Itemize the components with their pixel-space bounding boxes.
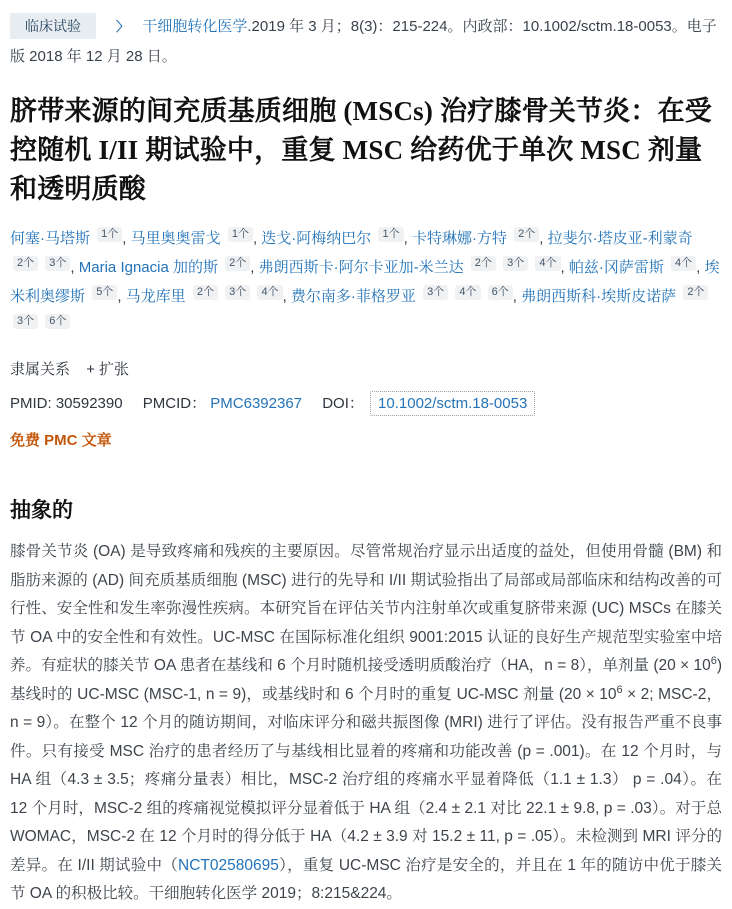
affiliation-superscript[interactable]: 2个 — [683, 285, 708, 300]
affiliations-expand-button[interactable] — [86, 358, 129, 379]
affiliation-superscript[interactable]: 4个 — [455, 285, 480, 300]
author-link[interactable]: 弗朗西斯卡·阿尔卡亚加-米兰达 — [258, 259, 464, 276]
journal-link[interactable]: 干细胞转化医学 — [142, 18, 248, 35]
affiliation-superscript[interactable]: 3个 — [45, 256, 70, 271]
identifiers-row — [10, 391, 722, 416]
citation-text: .2019 年 3 月；8(3)：215-224。内政部：10.1002/sctm.18-0053。电子版 2018 年 12 月 28 日。 — [10, 18, 717, 65]
abstract-heading: 抽象的 — [10, 498, 73, 522]
author-link[interactable]: 弗朗西斯科·埃斯皮诺萨 — [521, 288, 677, 305]
affiliation-superscript[interactable]: 2个 — [514, 227, 539, 242]
author-separator: , — [403, 230, 412, 247]
author-separator: , — [117, 288, 126, 305]
doi-group — [322, 395, 535, 412]
author-link[interactable]: 费尔南多·菲格罗亚 — [290, 288, 416, 305]
affiliation-superscript[interactable]: 6个 — [45, 314, 70, 329]
abstract-text-segment: 膝骨关节炎 (OA) 是导致疼痛和残疾的主要原因。尽管常规治疗显示出适度的益处，但使用骨髓 (BM) 和脂肪来源的 (AD) 间充质基质细胞 (MSC) 进行的先导和 I/II 期试验指出了局部或局部临床和结构改善的可行性、安全性和发生率弥漫性疾病。本研究旨在评估关节内注射单次或重复脐带来源 (UC) MSCs 在膝关节 OA 中的安全性和有效性。UC-MSC 在国际标准化组织 9001:2015 认证的良好生产规范型实验室中培养。有症状的膝关节 OA 患者在基线和 6 个月时随机接受透明质酸治疗（HA，n = 8），单剂量 (20 × 10 — [10, 543, 722, 674]
affiliations-expand-label: 扩张 — [98, 361, 129, 378]
author-link[interactable]: 帕兹·冈萨雷斯 — [568, 259, 664, 276]
affiliation-superscript[interactable]: 6个 — [488, 285, 513, 300]
affiliation-superscript[interactable]: 1个 — [97, 227, 122, 242]
publication-type-badge: 临床试验 — [10, 13, 96, 39]
author-link[interactable]: 迭戈·阿梅纳巴尔 — [261, 230, 372, 247]
pmid-value: 30592390 — [55, 395, 123, 412]
free-pmc-article-link[interactable]: 免费 PMC 文章 — [10, 432, 112, 449]
doi-link[interactable]: 10.1002/sctm.18-0053 — [378, 395, 528, 412]
author-link[interactable]: 卡特琳娜·方特 — [411, 230, 507, 247]
affiliation-superscript[interactable]: 5个 — [92, 285, 117, 300]
affiliation-superscript[interactable]: 2个 — [13, 256, 38, 271]
affiliation-superscript[interactable]: 3个 — [423, 285, 448, 300]
affiliation-superscript[interactable]: 4个 — [257, 285, 282, 300]
pmid-group — [10, 395, 123, 412]
author-separator: , — [250, 259, 259, 276]
author-link[interactable]: 拉斐尔·塔皮亚-利蒙奇 — [547, 230, 693, 247]
affiliations-row — [10, 358, 722, 379]
affiliation-superscript[interactable]: 3个 — [503, 256, 528, 271]
affiliation-superscript[interactable]: 3个 — [225, 285, 250, 300]
author-separator: , — [252, 230, 262, 247]
author-link[interactable]: 埃米利奥缪斯 — [10, 259, 720, 305]
author-link[interactable]: 何塞·马塔斯 — [10, 230, 90, 247]
affiliation-superscript[interactable]: 1个 — [378, 227, 403, 242]
author-separator: , — [122, 230, 131, 247]
superscript-exponent: 6 — [710, 655, 717, 667]
pmid-label: PMID: — [10, 395, 52, 412]
affiliation-superscript[interactable]: 2个 — [471, 256, 496, 271]
plus-icon: + — [86, 361, 95, 378]
affiliation-superscript[interactable]: 2个 — [193, 285, 218, 300]
authors-list — [10, 224, 722, 340]
affiliation-superscript[interactable]: 1个 — [228, 227, 253, 242]
affiliations-label: 隶属关系 — [10, 361, 71, 378]
abstract-text-segment: × 2; MSC-2，n = 9）。在整个 12 个月的随访期间，对临床评分和磁共振图像 (MRI) 进行了评估。没有报告严重不良事件。只有接受 MSC 治疗的患者经历了与基线相比显着的疼痛和功能改善 (p = .001)。在 12 个月时，与 HA 组（4.3 ± 3.5；疼痛分量表）相比，MSC-2 治疗组的疼痛水平显着降低（1.1 ± 1.3） p = .04）。在 12 个月时，MSC-2 组的疼痛视觉模拟评分显着低于 HA 组（2.4 ± 2.1 对比 22.1 ± 9.8, p = .03）。对于总 WOMAC，MSC-2 在 12 个月时的得分低于 HA（4.2 ± 3.9 对 15.2 ± 11, p = .05）。未检测到 MRI 评分的差异。在 I/II 期试验中（ — [10, 685, 722, 874]
author-separator: , — [696, 259, 705, 276]
chevron-right-icon: 〉 — [116, 19, 130, 34]
superscript-exponent: 6 — [616, 683, 623, 696]
affiliation-superscript[interactable]: 2个 — [225, 256, 250, 271]
doi-label: DOI： — [322, 395, 364, 412]
affiliation-superscript[interactable]: 3个 — [13, 314, 38, 329]
pmcid-link[interactable]: PMC6392367 — [210, 395, 303, 412]
pmcid-label: PMCID： — [142, 395, 207, 412]
article-source-line — [10, 12, 722, 72]
abstract-text — [10, 538, 722, 909]
author-separator: , — [560, 259, 569, 276]
abstract-text-segment: ) 基线时的 UC-MSC (MSC-1, n = 9)，或基线时和 6 个月时的重复 UC-MSC 剂量 (20 × 10 — [10, 657, 722, 703]
pmcid-group — [143, 395, 302, 412]
nct-trial-link[interactable]: NCT02580695 — [178, 856, 279, 874]
doi-highlight-box — [370, 391, 535, 416]
author-separator: , — [282, 288, 291, 305]
affiliation-superscript[interactable]: 4个 — [535, 256, 560, 271]
author-link[interactable]: Maria Ignacia 加的斯 — [78, 259, 218, 276]
affiliation-superscript[interactable]: 4个 — [671, 256, 696, 271]
author-separator: , — [512, 288, 522, 305]
author-link[interactable]: 马里奥奥雷戈 — [130, 230, 221, 247]
author-separator: , — [539, 230, 548, 247]
author-link[interactable]: 马龙库里 — [125, 288, 186, 305]
article-title: 脐带来源的间充质基质细胞 (MSCs) 治疗膝骨关节炎：在受控随机 I/II 期试验中，重复 MSC 给药优于单次 MSC 剂量和透明质酸 — [10, 96, 712, 204]
author-separator: , — [70, 259, 79, 276]
abstract-text-segment: ），重复 UC-MSC 治疗是安全的，并且在 1 年的随访中优于膝关节 OA 的积极比较。干细胞转化医学 2019；8:215&224。 — [10, 856, 722, 902]
